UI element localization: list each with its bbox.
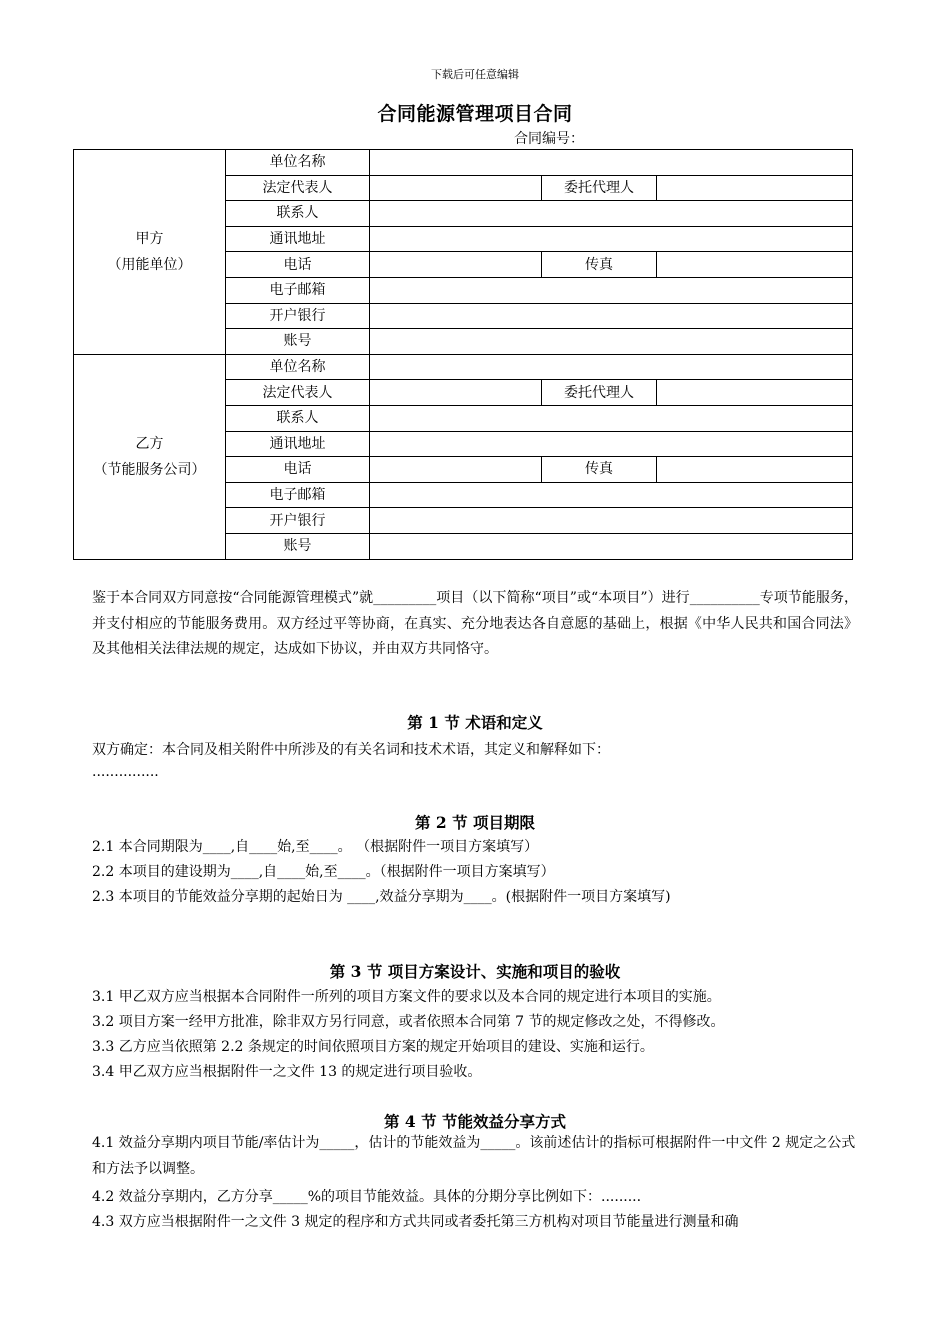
party-b-phone-value[interactable] <box>370 457 542 483</box>
field-label: 电子邮箱 <box>226 277 370 303</box>
field-label: 法定代表人 <box>226 380 370 406</box>
party-a-name: 甲方 <box>135 230 164 247</box>
header-note: 下载后可任意编辑 <box>431 68 519 81</box>
party-a-email-value[interactable] <box>370 277 853 303</box>
field-label: 委托代理人 <box>542 175 657 201</box>
party-a-contact-value[interactable] <box>370 201 853 227</box>
section-2-line: 2.1 本合同期限为____,自____始,至____。 （根据附件一项目方案填写） <box>92 839 539 855</box>
party-a-legal-rep-value[interactable] <box>370 175 542 201</box>
field-label: 单位名称 <box>226 150 370 176</box>
section-3-line: 3.2 项目方案一经甲方批准，除非双方另行同意，或者依照本合同第 7 节的规定修改之处，不得修改。 <box>92 1014 725 1030</box>
preamble-block <box>92 586 858 663</box>
field-label: 法定代表人 <box>226 175 370 201</box>
party-a-address-value[interactable] <box>370 226 853 252</box>
section-2-line: 2.2 本项目的建设期为____,自____始,至____。（根据附件一项目方案填写） <box>92 864 555 880</box>
field-label: 联系人 <box>226 201 370 227</box>
section-3-line: 3.4 甲乙双方应当根据附件一之文件 13 的规定进行项目验收。 <box>92 1064 482 1080</box>
party-b-agent-value[interactable] <box>657 380 853 406</box>
table-row <box>74 150 853 176</box>
section-4-line: 4.1 效益分享期内项目节能/率估计为_____，估计的节能效益为_____。该前述估计的指标可根据附件一中文件 2 规定之公式和方法予以调整。 <box>92 1135 856 1177</box>
party-b-cell <box>74 354 226 559</box>
section-3-line: 3.3 乙方应当依照第 2.2 条规定的时间依照项目方案的规定开始项目的建设、实施和运行。 <box>92 1039 654 1055</box>
field-label: 电话 <box>226 252 370 278</box>
section-3-line: 3.1 甲乙双方应当根据本合同附件一所列的项目方案文件的要求以及本合同的规定进行本项目的实施。 <box>92 989 721 1005</box>
party-b-unit-name-value[interactable] <box>370 354 853 380</box>
party-b-name: 乙方 <box>135 435 164 452</box>
section-2-line: 2.3 本项目的节能效益分享期的起始日为 ____,效益分享期为____。(根据附件一项目方案填写) <box>92 889 671 905</box>
party-a-cell <box>74 150 226 355</box>
party-a-account-value[interactable] <box>370 329 853 355</box>
field-label: 联系人 <box>226 405 370 431</box>
party-info-table <box>73 149 853 560</box>
preamble-paragraph: 鉴于本合同双方同意按“合同能源管理模式”就_________项目（以下简称“项目”或“本项目”）进行__________专项节能服务，并支付相应的节能服务费用。双方经过平等协商，在真实、充分地表达各自意愿的基础上，根据《中华人民共和国合同法》及其他相关法律法规的规定，达成如下协议，并由双方共同恪守。 <box>92 590 858 657</box>
field-label: 单位名称 <box>226 354 370 380</box>
page-title: 合同能源管理项目合同 <box>377 103 573 125</box>
field-label: 电子邮箱 <box>226 482 370 508</box>
party-a-agent-value[interactable] <box>657 175 853 201</box>
section-3-title: 第 3 节 项目方案设计、实施和项目的验收 <box>329 962 621 981</box>
party-b-contact-value[interactable] <box>370 405 853 431</box>
contract-number-label: 合同编号： <box>514 131 584 147</box>
party-b-role: （节能服务公司） <box>93 461 206 478</box>
field-label: 委托代理人 <box>542 380 657 406</box>
party-a-bank-value[interactable] <box>370 303 853 329</box>
party-b-email-value[interactable] <box>370 482 853 508</box>
party-b-account-value[interactable] <box>370 533 853 559</box>
field-label: 电话 <box>226 457 370 483</box>
section-4-line: 4.2 效益分享期内，乙方分享_____%的项目节能效益。具体的分期分享比例如下：......... <box>92 1189 642 1205</box>
field-label: 传真 <box>542 252 657 278</box>
section-1-title: 第 1 节 术语和定义 <box>407 713 543 732</box>
field-label: 传真 <box>542 457 657 483</box>
party-a-fax-value[interactable] <box>657 252 853 278</box>
field-label: 开户银行 <box>226 303 370 329</box>
section-1-line: ............... <box>92 764 159 780</box>
party-b-bank-value[interactable] <box>370 508 853 534</box>
field-label: 账号 <box>226 329 370 355</box>
party-b-fax-value[interactable] <box>657 457 853 483</box>
section-4-line: 4.3 双方应当根据附件一之文件 3 规定的程序和方式共同或者委托第三方机构对项目节能量进行测量和确 <box>92 1214 739 1230</box>
section-4-title: 第 4 节 节能效益分享方式 <box>384 1112 566 1131</box>
field-label: 通讯地址 <box>226 226 370 252</box>
party-a-unit-name-value[interactable] <box>370 150 853 176</box>
party-a-phone-value[interactable] <box>370 252 542 278</box>
party-a-role: （用能单位） <box>107 256 192 273</box>
section-2-title: 第 2 节 项目期限 <box>415 813 535 832</box>
field-label: 账号 <box>226 533 370 559</box>
party-b-address-value[interactable] <box>370 431 853 457</box>
field-label: 通讯地址 <box>226 431 370 457</box>
table-row <box>74 354 853 380</box>
party-b-legal-rep-value[interactable] <box>370 380 542 406</box>
section-1-line: 双方确定：本合同及相关附件中所涉及的有关名词和技术术语，其定义和解释如下： <box>92 742 610 758</box>
field-label: 开户银行 <box>226 508 370 534</box>
